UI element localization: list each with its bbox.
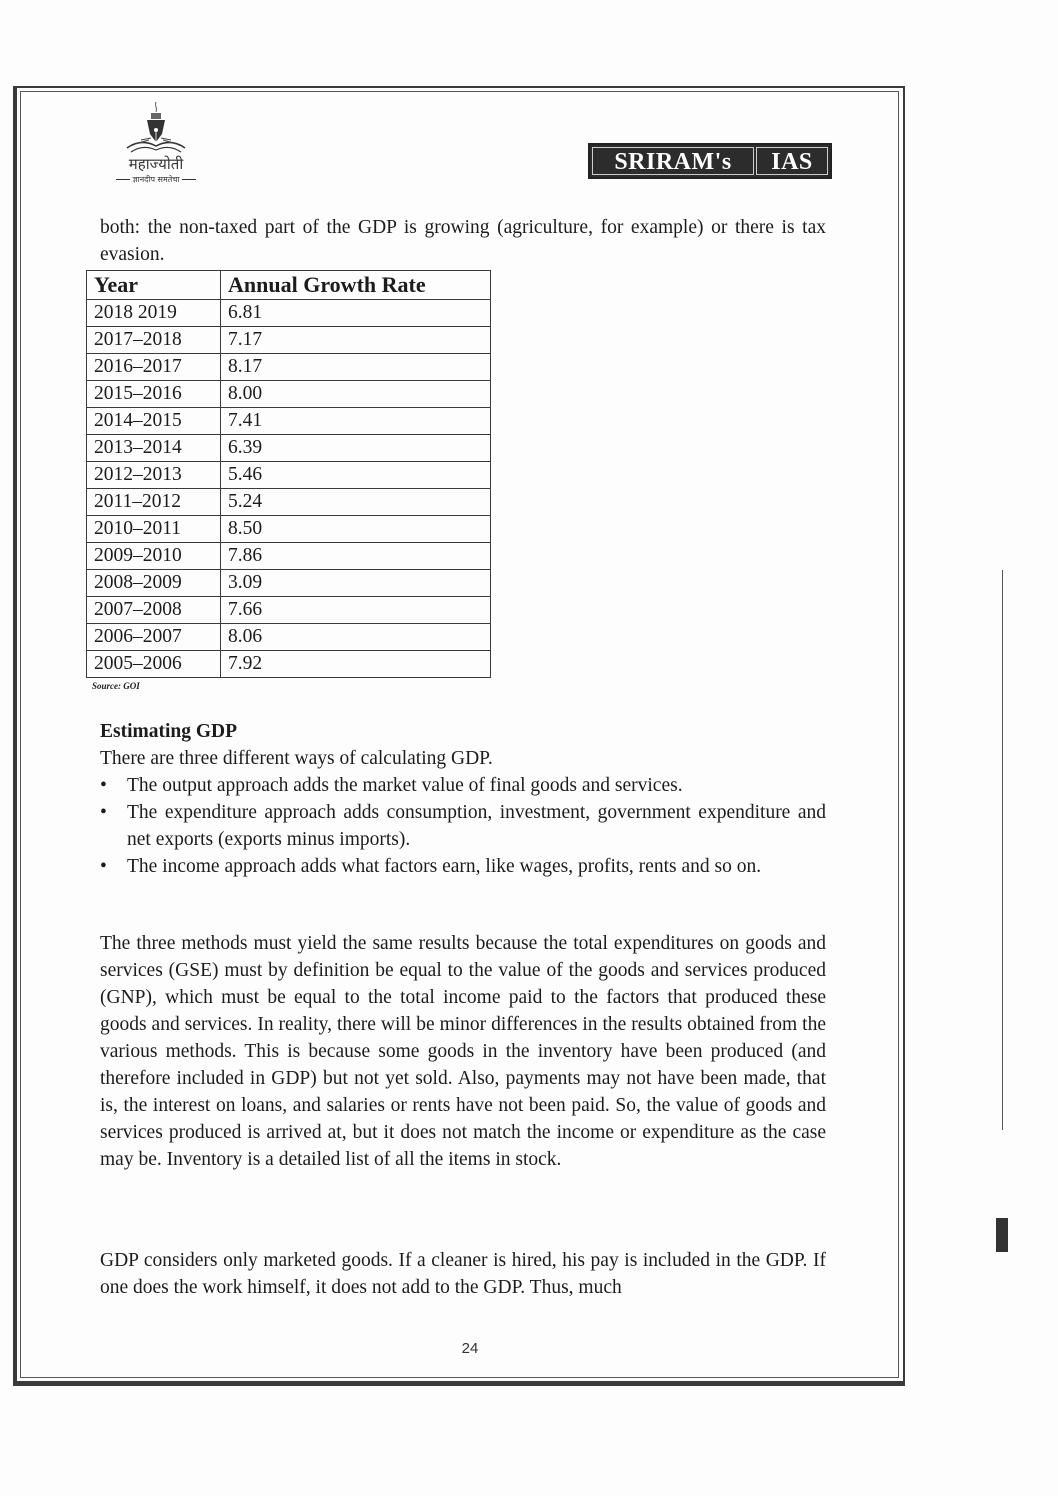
marketed-goods-paragraph: GDP considers only marketed goods. If a cleaner is hired, his pay is included in the GDP. If one does the work himself, it does not add to the GDP. Thus, much xyxy=(100,1250,826,1298)
rate-cell: 7.86 xyxy=(221,543,491,570)
year-cell: 2016–2017 xyxy=(87,354,221,381)
scan-artifact-line xyxy=(1002,570,1003,1130)
rate-cell: 8.17 xyxy=(221,354,491,381)
logo-name-hindi: महाज्योती xyxy=(128,155,184,173)
year-cell: 2015–2016 xyxy=(87,381,221,408)
table-row xyxy=(87,408,491,435)
rate-cell: 8.50 xyxy=(221,516,491,543)
table-row xyxy=(87,489,491,516)
approaches-list xyxy=(100,772,826,880)
year-cell: 2011–2012 xyxy=(87,489,221,516)
mahajyoti-logo xyxy=(96,100,216,196)
rate-cell: 7.17 xyxy=(221,327,491,354)
year-cell: 2012–2013 xyxy=(87,462,221,489)
intro-paragraph: both: the non-taxed part of the GDP is growing (agriculture, for example) or there is tax evasion. xyxy=(100,217,826,265)
year-cell: 2006–2007 xyxy=(87,624,221,651)
table-header-row xyxy=(87,271,491,300)
rate-cell: 3.09 xyxy=(221,570,491,597)
methods-paragraph: The three methods must yield the same results because the total expenditures on goods and services (GSE) must by definition be equal to the value of the goods and services produced (GNP), which must be equal to the total income paid to the factors that produced these goods and services. In reality, there will be minor differences in the results obtained from the various methods. This is because some goods in the inventory have been produced (and therefore included in GDP) but not yet sold. Also, payments may not have been made, that is, the interest on loans, and salaries or rents have not been paid. So, the value of goods and services produced is arrived at, but it does not match the income or expenditure as the case may be. Inventory is a detailed list of all the items in stock. xyxy=(100,933,826,1170)
brand-name: SRIRAM's xyxy=(592,147,754,175)
table-source-note: Source: GOI xyxy=(92,681,140,691)
column-header-growth-rate: Annual Growth Rate xyxy=(221,271,491,300)
table-row xyxy=(87,624,491,651)
page-number: 24 xyxy=(461,1340,479,1357)
rate-cell: 5.24 xyxy=(221,489,491,516)
table-row xyxy=(87,570,491,597)
rate-cell: 6.81 xyxy=(221,300,491,327)
rate-cell: 7.41 xyxy=(221,408,491,435)
year-cell: 2018 2019 xyxy=(87,300,221,327)
pen-nib-book-icon xyxy=(121,100,191,156)
year-cell: 2014–2015 xyxy=(87,408,221,435)
year-cell: 2009–2010 xyxy=(87,543,221,570)
gdp-growth-table xyxy=(86,270,491,678)
rate-cell: 6.39 xyxy=(221,435,491,462)
table-row xyxy=(87,651,491,678)
year-cell: 2010–2011 xyxy=(87,516,221,543)
rate-cell: 8.06 xyxy=(221,624,491,651)
list-item-income-approach: • The income approach adds what factors earn, like wages, profits, rents and so on. xyxy=(100,853,826,880)
section-intro: There are three different ways of calculating GDP. xyxy=(100,748,493,769)
rate-cell: 5.46 xyxy=(221,462,491,489)
year-cell: 2017–2018 xyxy=(87,327,221,354)
table-row xyxy=(87,597,491,624)
column-header-year: Year xyxy=(87,271,221,300)
year-cell: 2013–2014 xyxy=(87,435,221,462)
year-cell: 2005–2006 xyxy=(87,651,221,678)
rate-cell: 7.92 xyxy=(221,651,491,678)
scan-artifact-mark xyxy=(996,1218,1008,1252)
brand-suffix: IAS xyxy=(756,147,828,175)
table-row xyxy=(87,354,491,381)
table-row xyxy=(87,327,491,354)
list-item-output-approach: • The output approach adds the market value of final goods and services. xyxy=(100,772,826,799)
rate-cell: 8.00 xyxy=(221,381,491,408)
table-row xyxy=(87,435,491,462)
logo-tagline-text: ज्ञानदीप समतेचा xyxy=(132,175,180,184)
section-heading: Estimating GDP xyxy=(100,721,238,742)
year-cell: 2008–2009 xyxy=(87,570,221,597)
list-item-expenditure-approach: • The expenditure approach adds consumption, investment, government expenditure and net exports (exports minus imports). xyxy=(100,799,826,853)
table-row xyxy=(87,381,491,408)
sriram-ias-logo xyxy=(588,143,832,179)
year-cell: 2007–2008 xyxy=(87,597,221,624)
table-row xyxy=(87,516,491,543)
rate-cell: 7.66 xyxy=(221,597,491,624)
table-row xyxy=(87,462,491,489)
logo-tagline xyxy=(96,174,216,185)
table-row xyxy=(87,543,491,570)
table-row xyxy=(87,300,491,327)
